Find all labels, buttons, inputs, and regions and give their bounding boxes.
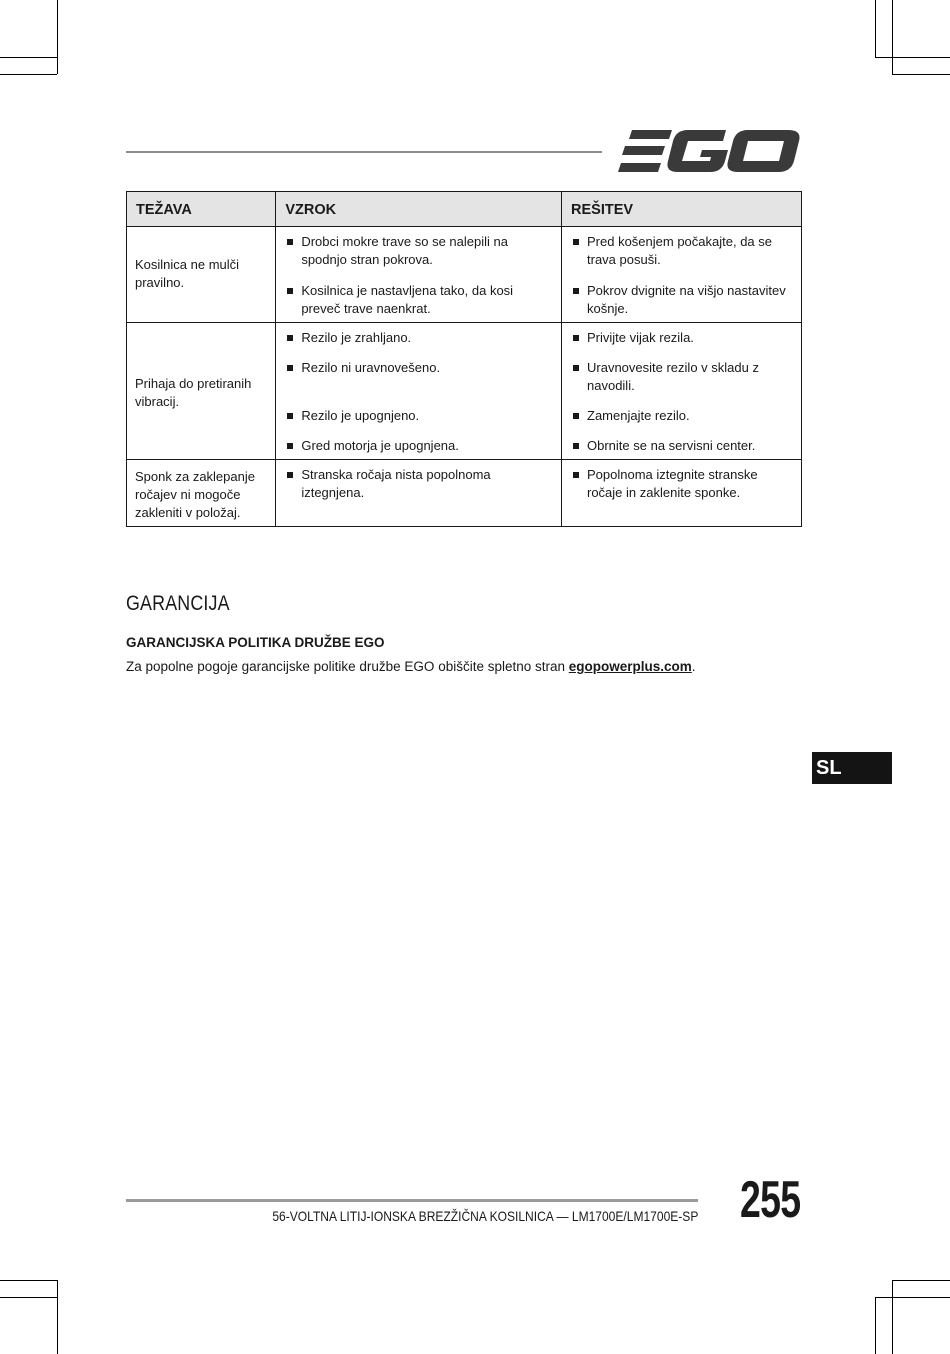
- list-item: Privijte vijak rezila.: [571, 329, 793, 347]
- crop-mark: [0, 74, 57, 75]
- table-row: [127, 323, 802, 460]
- crop-mark: [0, 1280, 57, 1281]
- crop-mark: [875, 1297, 950, 1298]
- list-item: Pokrov dvignite na višjo nastavitev košnje.: [571, 282, 793, 318]
- list-item: Drobci mokre trave so se nalepili na spodnjo stran pokrova.: [285, 233, 553, 269]
- list-item: Pred košenjem počakajte, da se trava posuši.: [571, 233, 793, 269]
- list-item: Popolnoma iztegnite stranske ročaje in zaklenite sponke.: [571, 466, 793, 502]
- crop-mark: [892, 1280, 950, 1281]
- cause-cell: [276, 227, 562, 323]
- page-number: 255: [740, 1171, 801, 1229]
- list-item: Rezilo je upognjeno.: [285, 407, 553, 425]
- warranty-text: [126, 659, 696, 674]
- crop-mark: [875, 57, 950, 58]
- crop-mark: [892, 1280, 893, 1354]
- list-item: Obrnite se na servisni center.: [571, 437, 793, 455]
- problem-cell: Sponk za zaklepanje ročajev ni mogoče zakleniti v položaj.: [127, 460, 276, 527]
- warranty-title: GARANCIJA: [126, 592, 230, 615]
- cause-cell: [276, 323, 562, 460]
- crop-mark: [57, 0, 58, 74]
- solution-cell: [562, 460, 802, 527]
- list-item: Rezilo ni uravnovešeno.: [285, 359, 553, 395]
- problem-cell: Prihaja do pretiranih vibracij.: [127, 323, 276, 460]
- table-row: [127, 227, 802, 323]
- language-tab: SL: [812, 752, 892, 784]
- column-header-problem: TEŽAVA: [127, 192, 276, 227]
- crop-mark: [892, 0, 893, 74]
- troubleshooting-table: [126, 191, 802, 527]
- list-item: Kosilnica je nastavljena tako, da kosi preveč trave naenkrat.: [285, 282, 553, 318]
- warranty-subtitle: GARANCIJSKA POLITIKA DRUŽBE EGO: [126, 635, 385, 650]
- column-header-solution: REŠITEV: [562, 192, 802, 227]
- list-item: Rezilo je zrahljano.: [285, 329, 553, 347]
- crop-mark: [57, 1280, 58, 1354]
- header-rule: [126, 151, 602, 153]
- crop-mark: [892, 74, 950, 75]
- crop-mark: [875, 0, 876, 57]
- table-header-row: [127, 192, 802, 227]
- crop-mark: [0, 1297, 57, 1298]
- column-header-cause: VZROK: [276, 192, 562, 227]
- footer-rule: [126, 1199, 698, 1202]
- list-item: Zamenjajte rezilo.: [571, 407, 793, 425]
- crop-mark: [875, 1297, 876, 1354]
- warranty-text-end: .: [691, 659, 696, 674]
- list-item: Stranska ročaja nista popolnoma iztegnjena.: [285, 466, 553, 502]
- cause-cell: [276, 460, 562, 527]
- list-item: Gred motorja je upognjena.: [285, 437, 553, 455]
- table-row: [127, 460, 802, 527]
- footer-product-title: 56-VOLTNA LITIJ-IONSKA BREZŽIČNA KOSILNICA — LM1700E/LM1700E-SP: [271, 1208, 698, 1224]
- list-item: Uravnovesite rezilo v skladu z navodili.: [571, 359, 793, 395]
- solution-cell: [562, 227, 802, 323]
- solution-cell: [562, 323, 802, 460]
- warranty-link[interactable]: egopowerplus.com: [568, 659, 692, 674]
- warranty-text-intro: Za popolne pogoje garancijske politike družbe EGO obiščite spletno stran: [126, 659, 569, 674]
- ego-logo: [618, 130, 800, 172]
- crop-mark: [0, 57, 57, 58]
- problem-cell: Kosilnica ne mulči pravilno.: [127, 227, 276, 323]
